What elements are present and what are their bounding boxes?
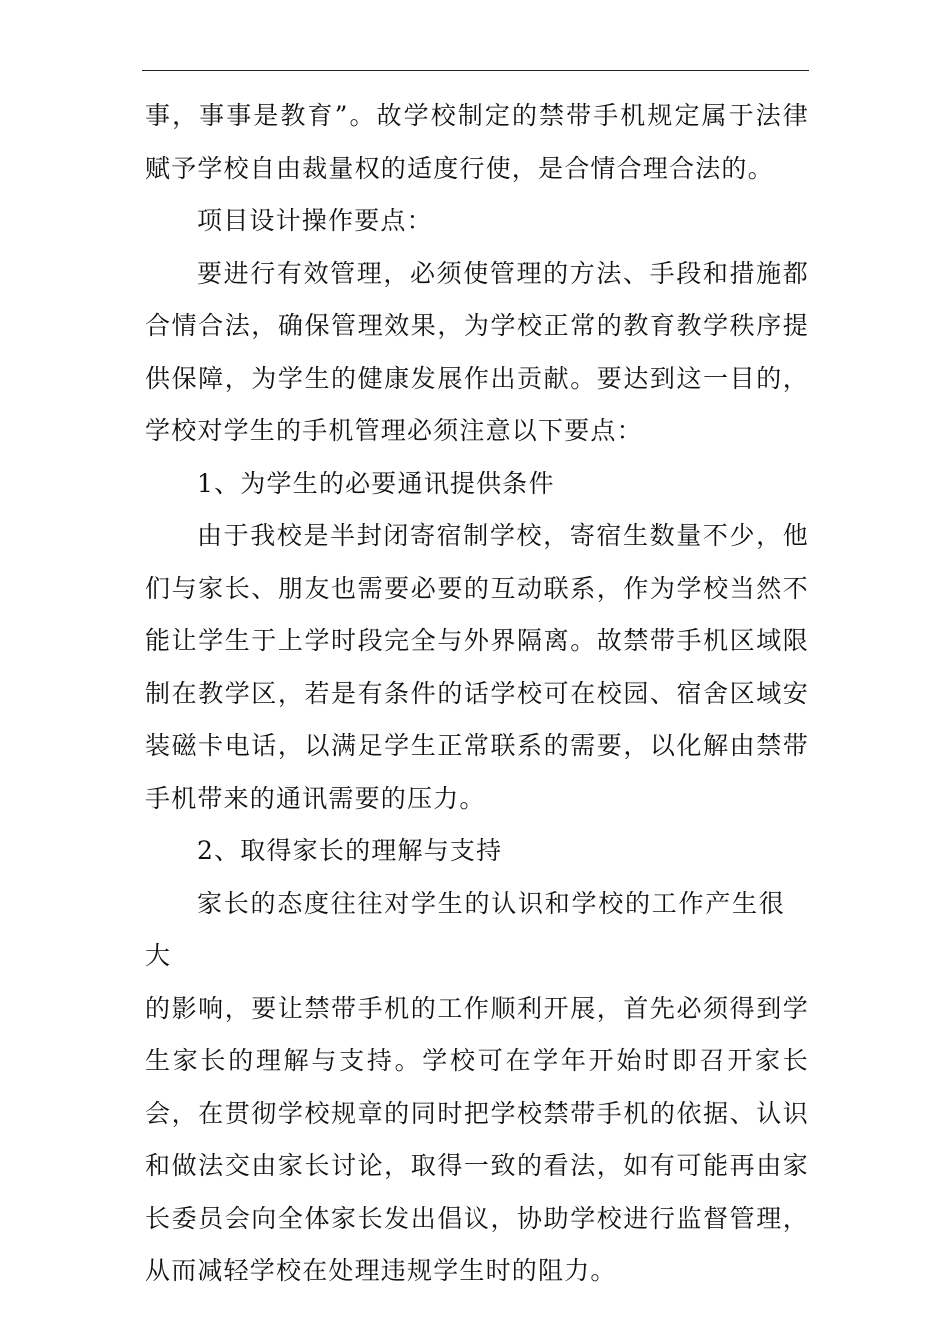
document-body (145, 90, 809, 1298)
paragraph-continuation: 事，事事是教育”。故学校制定的禁带手机规定属于法律赋予学校自由裁量权的适度行使，是合情合理合法的。 (145, 101, 809, 183)
paragraph-point-2-first-line: 家长的态度往往对学生的认识和学校的工作产生很大 (145, 888, 785, 970)
paragraph-point-1: 由于我校是半封闭寄宿制学校，寄宿生数量不少，他们与家长、朋友也需要必要的互动联系，作为学校当然不能让学生于上学时段完全与外界隔离。故禁带手机区域限制在教学区，若是有条件的话学校可在校园、宿舍区域安装磁卡电话，以满足学生正常联系的需要，以化解由禁带手机带来的通讯需要的压力。 (145, 521, 809, 813)
point-heading-2: 2、取得家长的理解与支持 (197, 836, 503, 865)
point-heading-1: 1、为学生的必要通讯提供条件 (197, 468, 555, 498)
paragraph-management-intro: 要进行有效管理，必须使管理的方法、手段和措施都合情合法，确保管理效果，为学校正常的教育教学秩序提供保障，为学生的健康发展作出贡献。要达到这一目的，学校对学生的手机管理必须注意以下要点： (145, 258, 809, 445)
paragraph-point-2: 的影响，要让禁带手机的工作顺利开展，首先必须得到学生家长的理解与支持。学校可在学年开始时即召开家长会，在贯彻学校规章的同时把学校禁带手机的依据、认识和做法交由家长讨论，取得一致的看法，如有可能再由家长委员会向全体家长发出倡议，协助学校进行监督管理，从而减轻学校在处理违规学生时的阻力。 (145, 993, 809, 1285)
header-rule (142, 70, 809, 71)
section-heading-operation-points: 项目设计操作要点： (197, 206, 433, 235)
